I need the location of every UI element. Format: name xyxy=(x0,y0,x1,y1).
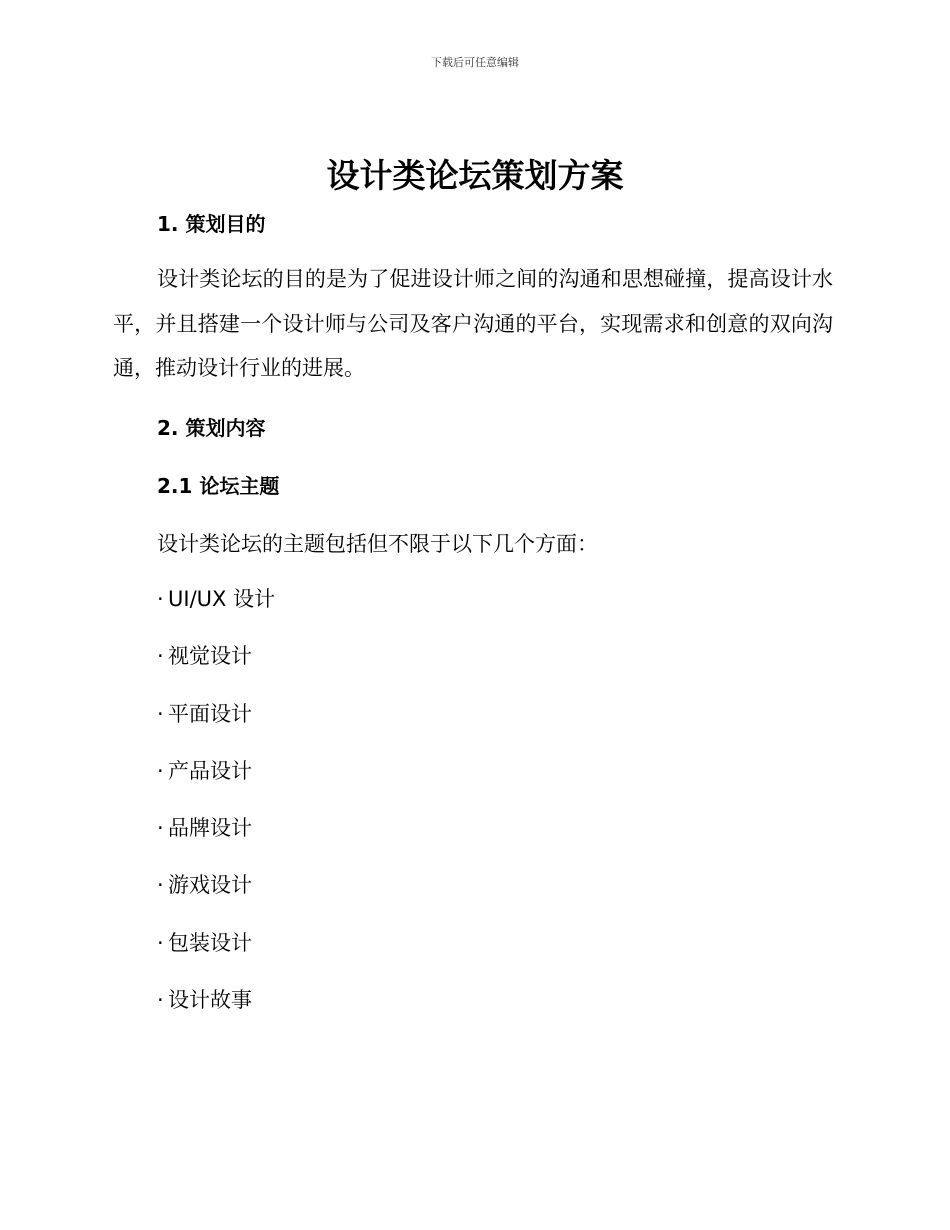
bullet-icon: · xyxy=(157,873,164,898)
bullet-icon: · xyxy=(157,644,164,669)
bullet-icon: · xyxy=(157,930,164,955)
bullet-icon: · xyxy=(157,988,164,1013)
list-item-label: 包装设计 xyxy=(168,930,252,955)
list-item xyxy=(157,585,275,642)
list-item-label: 视觉设计 xyxy=(168,644,252,669)
list-item xyxy=(157,871,275,928)
list-item xyxy=(157,986,275,1043)
section-heading-purpose: 1. 策划目的 xyxy=(157,212,266,236)
list-item xyxy=(157,757,275,814)
list-item-label: 品牌设计 xyxy=(168,816,252,841)
bullet-icon: · xyxy=(157,816,164,841)
list-item xyxy=(157,700,275,757)
list-item-label: 游戏设计 xyxy=(168,873,252,898)
list-item-label: 平面设计 xyxy=(168,701,252,726)
section-heading-content: 2. 策划内容 xyxy=(157,416,266,440)
list-item-label: 产品设计 xyxy=(168,758,252,783)
document-title: 设计类论坛策划方案 xyxy=(326,156,624,195)
bullet-icon: · xyxy=(157,758,164,783)
theme-list xyxy=(157,585,275,1043)
subsection-heading-theme: 2.1 论坛主题 xyxy=(157,474,280,498)
bullet-icon: · xyxy=(157,701,164,726)
page-header: 下载后可任意编辑 xyxy=(431,56,519,69)
list-item xyxy=(157,642,275,699)
list-item-label: 设计故事 xyxy=(168,988,252,1013)
purpose-paragraph: 设计类论坛的目的是为了促进设计师之间的沟通和思想碰撞，提高设计水平，并且搭建一个设计师与公司及客户沟通的平台，实现需求和创意的双向沟通，推动设计行业的进展。 xyxy=(113,267,833,380)
theme-intro: 设计类论坛的主题包括但不限于以下几个方面： xyxy=(157,532,598,556)
list-item-label: UI/UX 设计 xyxy=(168,587,276,611)
list-item xyxy=(157,929,275,986)
bullet-icon: · xyxy=(157,587,164,611)
list-item xyxy=(157,814,275,871)
